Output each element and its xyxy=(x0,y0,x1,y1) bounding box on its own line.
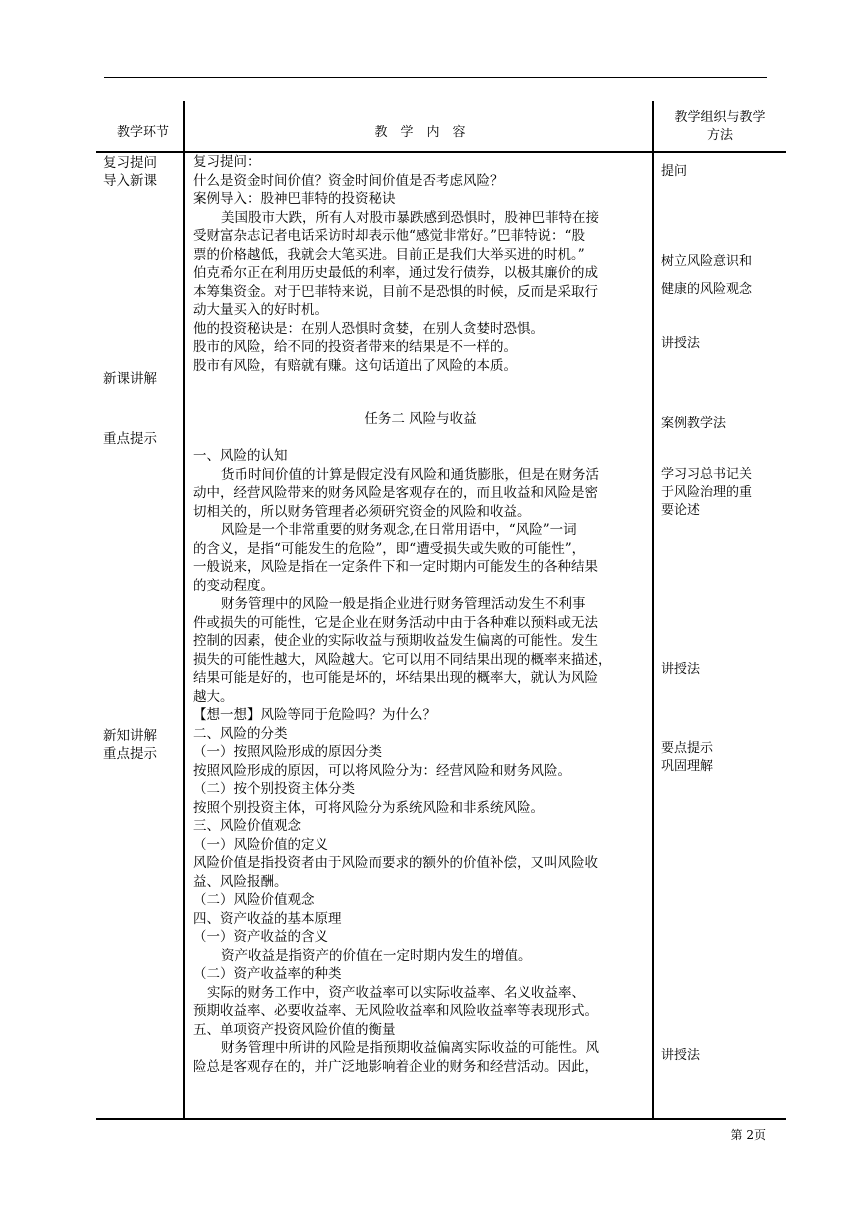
bottom-rule xyxy=(96,1118,786,1120)
content-line: （一）按照风险形成的原因分类 xyxy=(193,744,382,760)
content-line: 伯克希尔正在利用历史最低的利率，通过发行债券，以极其廉价的成 xyxy=(193,265,598,281)
stage-column xyxy=(103,154,183,190)
stage-new-knowledge-label: 新知讲解 xyxy=(103,728,157,744)
content-line: 股市有风险，有赔就有赚。这句话道出了风险的本质。 xyxy=(193,357,517,374)
content-line: 美国股市大跌，所有人对股市暴跌感到恐惧时，股神巴菲特在接 xyxy=(221,209,599,226)
header-col-method-line2: 方法 xyxy=(706,128,733,143)
method-question: 提问 xyxy=(661,164,688,179)
content-line: 一般说来，风险是指在一定条件下和一定时期内可能发生的各种结果 xyxy=(193,559,598,575)
content-line: 益、风险报酬。 xyxy=(193,873,288,890)
content-line: 按照个别投资主体，可将风险分为系统风险和非系统风险。 xyxy=(193,799,544,816)
content-line: 三、风险价值观念 xyxy=(193,818,301,834)
content-block-intro xyxy=(193,153,648,375)
content-line: 二、风险的分类 xyxy=(193,725,288,742)
content-line: 案例导入：股神巴菲特的投资秘诀 xyxy=(193,191,396,207)
content-line: 的含义，是指“可能发生的危险”，即“遭受损失或失败的可能性”， xyxy=(193,540,586,557)
content-line: （二）风险价值观念 xyxy=(193,892,315,908)
stage-new-knowledge xyxy=(103,727,183,763)
section-title: 任务二 风险与收益 xyxy=(364,411,477,427)
stage-intro: 导入新课 xyxy=(103,173,157,189)
method-key-points xyxy=(661,740,776,776)
header-col-stage: 教学环节 xyxy=(116,125,169,140)
content-line: 股市的风险，给不同的投资者带来的结果是不一样的。 xyxy=(193,339,517,355)
content-line: 风险价值是指投资者由于风险而要求的额外的价值补偿，又叫风险收 xyxy=(193,855,598,871)
method-lecture-3: 讲授法 xyxy=(661,1048,701,1063)
method-study-notes xyxy=(661,466,776,520)
content-line: 一、风险的认知 xyxy=(193,448,288,464)
method-risk-awareness xyxy=(661,248,776,304)
method-risk-awareness-line2: 健康的风险观念 xyxy=(661,282,753,297)
content-line: 件或损失的可能性，它是企业在财务活动中由于各种难以预料或无法 xyxy=(193,614,598,631)
content-line: 动大量买入的好时机。 xyxy=(193,302,328,318)
header-col-method-line1: 教学组织与教学 xyxy=(674,110,766,125)
content-line: 财务管理中所讲的风险是指预期收益偏离实际收益的可能性。风 xyxy=(221,1040,599,1056)
content-line: 越大。 xyxy=(193,688,234,705)
content-line: 票的价格越低，我就会大笔买进。目前正是我们大举买进的时机。” xyxy=(193,246,585,263)
method-case-teaching: 案例教学法 xyxy=(661,416,727,431)
header-col-method xyxy=(655,109,785,145)
method-lecture-2: 讲授法 xyxy=(661,662,701,677)
content-line: （二）资产收益率的种类 xyxy=(193,966,342,982)
content-line: 的变动程度。 xyxy=(193,577,274,594)
content-line: 切相关的，所以财务管理者必须研究资金的风险和收益。 xyxy=(193,503,531,520)
method-key-points-line1: 要点提示 xyxy=(661,741,714,756)
stage-key-points-2: 重点提示 xyxy=(103,746,157,762)
method-lecture-1: 讲授法 xyxy=(661,336,701,351)
content-line: 什么是资金时间价值？资金时间价值是否考虑风险？ xyxy=(193,172,504,189)
content-line: 动中，经营风险带来的财务风险是客观存在的，而且收益和风险是密 xyxy=(193,485,598,501)
stage-key-points: 重点提示 xyxy=(103,431,157,447)
content-line: 五、单项资产投资风险价值的衡量 xyxy=(193,1021,396,1038)
method-risk-awareness-line1: 树立风险意识和 xyxy=(661,254,753,269)
content-line: 四、资产收益的基本原理 xyxy=(193,910,342,927)
content-line: 控制的因素，使企业的实际收益与预期收益发生偏离的可能性。发生 xyxy=(193,633,598,649)
content-line: 财务管理中的风险一般是指企业进行财务管理活动发生不利事 xyxy=(221,596,586,612)
method-study-notes-line2: 于风险治理的重 xyxy=(661,485,753,500)
method-key-points-line2: 巩固理解 xyxy=(661,759,714,774)
content-line: 货币时间价值的计算是假定没有风险和通货膨胀，但是在财务活 xyxy=(221,466,599,483)
content-line: 险总是客观存在的，并广泛地影响着企业的财务和经营活动。因此， xyxy=(193,1058,598,1075)
content-line: 本筹集资金。对于巴菲特来说，目前不是恐惧的时候，反而是采取行 xyxy=(193,283,598,300)
top-rule xyxy=(104,77,767,78)
stage-review: 复习提问 xyxy=(103,155,157,171)
content-block-main xyxy=(193,447,648,1076)
content-line: 损失的可能性越大，风险越大。它可以用不同结果出现的概率来描述， xyxy=(193,651,612,668)
content-line: 【想一想】风险等同于危险吗？为什么？ xyxy=(193,707,436,723)
page-number: 第 2页 xyxy=(730,1128,766,1142)
content-line: 资产收益是指资产的价值在一定时期内发生的增值。 xyxy=(221,947,532,964)
content-line: （二）按个别投资主体分类 xyxy=(193,781,355,797)
content-line: 他的投资秘诀是：在别人恐惧时贪婪，在别人贪婪时恐惧。 xyxy=(193,320,544,337)
stage-new-lesson: 新课讲解 xyxy=(103,371,157,387)
method-study-notes-line1: 学习习总书记关 xyxy=(661,467,753,482)
content-line: 实际的财务工作中，资产收益率可以实际收益率、名义收益率、 xyxy=(207,984,585,1001)
method-study-notes-line3: 要论述 xyxy=(661,503,701,518)
header-col-content: 教 学 内 容 xyxy=(374,125,466,140)
content-line: 预期收益率、必要收益率、无风险收益率和风险收益率等表现形式。 xyxy=(193,1003,598,1019)
content-line: 受财富杂志记者电话采访时却表示他“感觉非常好。”巴菲特说：“股 xyxy=(193,228,585,244)
content-line: 风险是一个非常重要的财务观念,在日常用语中，“风险”一词 xyxy=(221,522,577,538)
content-line: （一）风险价值的定义 xyxy=(193,836,328,853)
content-line: 按照风险形成的原因，可以将风险分为：经营风险和财务风险。 xyxy=(193,762,571,779)
content-line: （一）资产收益的含义 xyxy=(193,929,328,945)
content-line: 结果可能是好的，也可能是坏的，坏结果出现的概率大，就认为风险 xyxy=(193,670,598,686)
content-line: 复习提问： xyxy=(193,154,261,170)
